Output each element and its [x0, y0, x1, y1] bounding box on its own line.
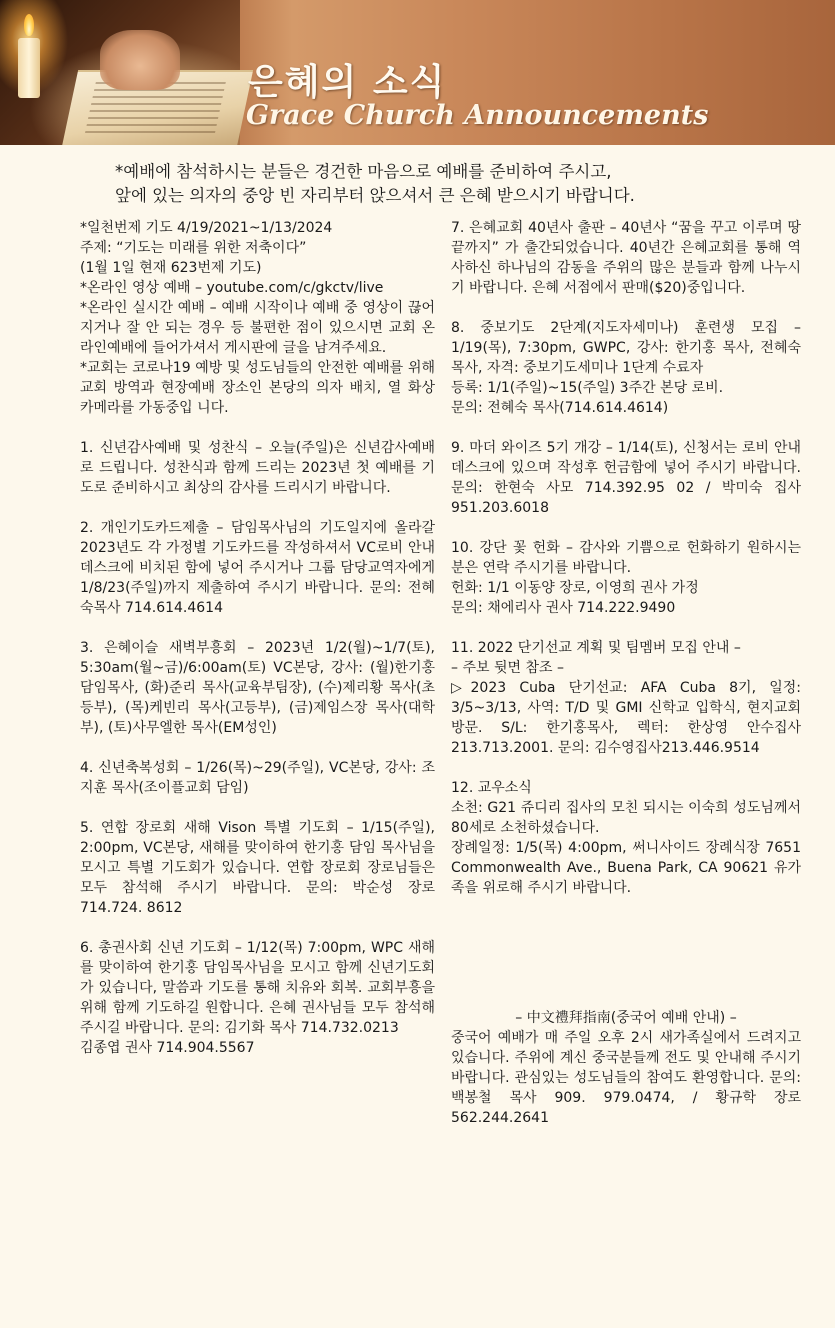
page-title-english: Grace Church Announcements	[246, 100, 709, 131]
announcement-1: 1. 신년감사예배 및 성찬식 – 오늘(주일)은 신년감사예배로 드립니다. 성찬식과 함께 드리는 2023년 첫 예배를 기도로 준비하시고 최상의 감사를 드리시기 바랍니다.	[80, 440, 435, 496]
right-column	[451, 218, 801, 1128]
announcement-5: 5. 연합 장로회 새해 Vison 특별 기도회 – 1/15(주일), 2:00pm, VC본당, 새해를 맞이하여 한기홍 담임 목사님을 모시고 특별 기도회가 있습니다. 연합 장로회 장로님들은 모두 참석해 주시기 바랍니다. 문의: 박순성 장로 714.724. 8612	[80, 820, 435, 916]
page-title-korean: 은혜의 소식	[248, 62, 447, 103]
announcement-3: 3. 은혜이슬 새벽부흥회 – 2023년 1/2(월)~1/7(토), 5:30am(월~금)/6:00am(토) VC본당, 강사: (월)한기홍 담임목사, (화)준리 목사(교육부팀장), (수)제리황 목사(초등부), (목)케빈리 목사(고등부), (금)제임스장 목사(대학부), (토)사무엘한 목사(EM성인)	[80, 640, 435, 736]
praying-hands-image	[100, 30, 180, 90]
header-banner	[0, 0, 835, 145]
announcement-prayer-info: *일천번제 기도 4/19/2021~1/13/2024 주제: “기도는 미래를 위한 저축이다” (1월 1일 현재 623번제 기도) *온라인 영상 예배 – youtube.com/c/gkctv/live *온라인 실시간 예배 – 예배 시작이나 예배 중 영상이 끊어지거나 잘 안 되는 경우 등 불편한 점이 있으시면 교회 온라인예배에 들어가셔서 게시판에 글을 남겨주세요. *교회는 코로나19 예방 및 성도님들의 안전한 예배를 위해 교회 방역과 현장예배 장소인 본당의 의자 배치, 열 화상 카메라를 가동중입 니다.	[80, 220, 435, 416]
bible-text-lines	[84, 82, 226, 137]
intro-line-2: 앞에 있는 의자의 중앙 빈 자리부터 앉으셔서 큰 은혜 받으시기 바랍니다.	[115, 186, 635, 205]
announcement-8: 8. 중보기도 2단계(지도자세미나) 훈련생 모집 – 1/19(목), 7:30pm, GWPC, 강사: 한기홍 목사, 전혜숙 목사, 자격: 중보기도세미나 1단계 수료자 등록: 1/1(주일)~15(주일) 3주간 본당 로비. 문의: 전혜숙 목사(714.614.4614)	[451, 320, 801, 416]
candle-flame-icon	[24, 14, 34, 36]
left-column	[80, 218, 435, 1078]
announcement-4: 4. 신년축복성회 – 1/26(목)~29(주일), VC본당, 강사: 조지훈 목사(조이플교회 담임)	[80, 760, 435, 796]
announcement-6: 6. 총권사회 신년 기도회 – 1/12(목) 7:00pm, WPC 새해를 맞이하여 한기홍 담임목사님을 모시고 함께 신년기도회가 있습니다, 말씀과 기도를 통해 치유와 회복. 교회부흥을 위해 함께 기도하길 원합니다. 은혜 권사님들 모두 참석해 주시길 바랍니다. 문의: 김기화 목사 714.732.0213 김종엽 권사 714.904.5567	[80, 940, 435, 1056]
announcement-7: 7. 은혜교회 40년사 출판 – 40년사 “꿈을 꾸고 이루며 땅끝까지” 가 출간되었습니다. 40년간 은혜교회를 통해 역사하신 하나님의 감동을 주위의 많은 분들과 함께 나누시기 바랍니다. 은혜 서점에서 판매($20)중입니다.	[451, 220, 801, 296]
announcement-2: 2. 개인기도카드제출 – 담임목사님의 기도일지에 올라갈 2023년도 각 가정별 기도카드를 작성하셔서 VC로비 안내데스크에 비치된 함에 넣어 주시거나 그룹 담당교역자에게 1/8/23(주일)까지 제출하여 주시기 바랍니다. 문의: 전혜숙목사 714.614.4614	[80, 520, 435, 616]
chinese-service-body: 중국어 예배가 매 주일 오후 2시 새가족실에서 드려지고 있습니다. 주위에 계신 중국분들께 전도 및 안내해 주시기 바랍니다. 관심있는 성도님들의 참여도 환영합니다. 문의: 백봉철 목사 909. 979.0474, / 황규학 장로 562.244.2641	[451, 1030, 801, 1126]
candle-image	[18, 38, 40, 98]
intro-notice	[115, 160, 815, 208]
intro-line-1: *예배에 참석하시는 분들은 경건한 마음으로 예배를 준비하여 주시고,	[115, 162, 612, 181]
announcement-11: 11. 2022 단기선교 계획 및 팀멤버 모집 안내 – – 주보 뒷면 참조 – ▷2023 Cuba 단기선교: AFA Cuba 8기, 일정: 3/5~3/13, 사역: T/D 및 GMI 신학교 입학식, 현지교회 방문. S/L: 한기홍목사, 렉터: 한상영 안수집사 213.713.2001. 문의: 김수영집사213.446.9514	[451, 640, 801, 756]
announcement-12: 12. 교우소식 소천: G21 쥬디리 집사의 모친 되시는 이숙희 성도님께서 80세로 소천하셨습니다. 장례일정: 1/5(목) 4:00pm, 써니사이드 장례식장 7651 Commonwealth Ave., Buena Park, CA 90621 유가족을 위로해 주시기 바랍니다.	[451, 780, 801, 896]
announcement-9: 9. 마더 와이즈 5기 개강 – 1/14(토), 신청서는 로비 안내데스크에 있으며 작성후 헌금함에 넣어 주시기 바랍니다. 문의: 한현숙 사모 714.392.95 02 / 박미숙 집사 951.203.6018	[451, 440, 801, 516]
chinese-service-heading: – 中文禮拜指南(중국어 예배 안내) –	[515, 1010, 737, 1026]
announcement-10: 10. 강단 꽃 헌화 – 감사와 기쁨으로 헌화하기 원하시는 분은 연락 주시기를 바랍니다. 헌화: 1/1 이동양 장로, 이영희 권사 가정 문의: 채에리사 권사 714.222.9490	[451, 540, 801, 616]
